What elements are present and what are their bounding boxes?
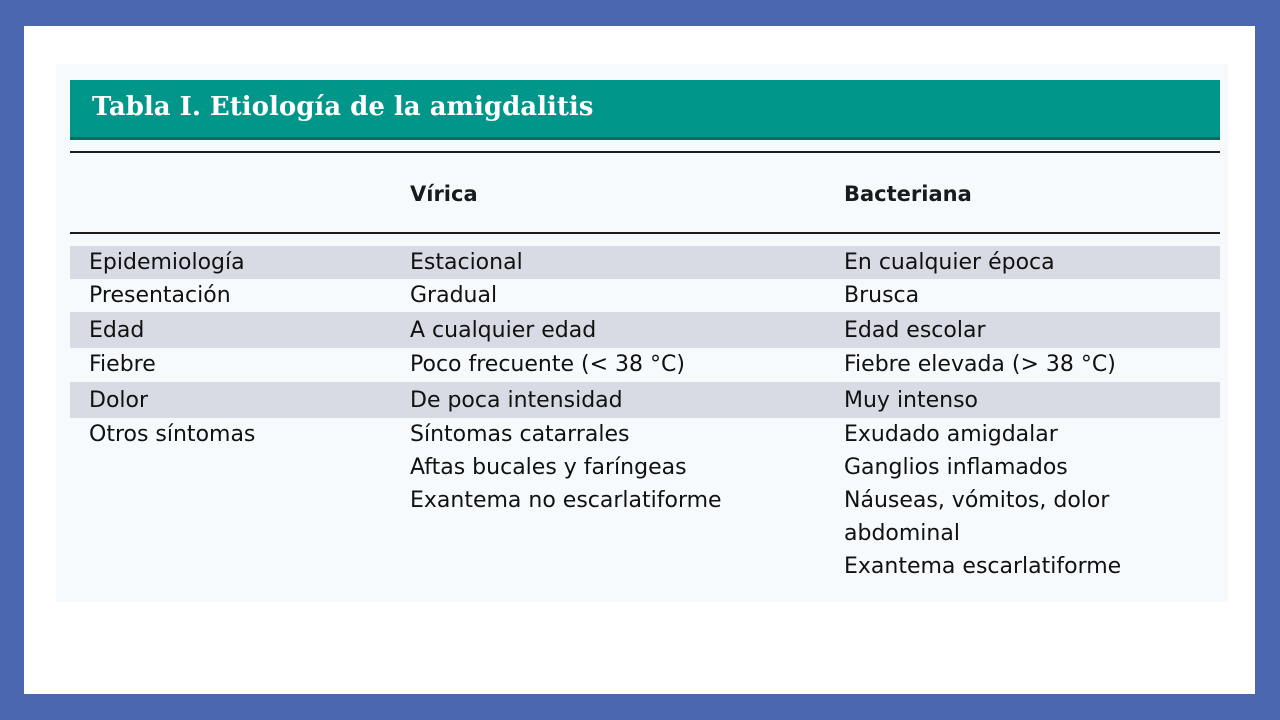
cell-line: Gradual	[410, 283, 498, 308]
bacteriana-cell	[844, 348, 1116, 381]
cell-line: Fiebre elevada (> 38 °C)	[844, 352, 1116, 377]
cell-line: Aftas bucales y faríngeas	[410, 455, 687, 480]
cell-line: Exantema no escarlatiforme	[410, 488, 722, 513]
row-label: Epidemiología	[89, 250, 245, 275]
cell-line: abdominal	[844, 521, 960, 546]
table-row-otros-sintomas	[70, 418, 1220, 593]
virica-cell	[410, 384, 623, 417]
table-row-presentacion	[70, 279, 1220, 312]
table-row-fiebre	[70, 348, 1220, 382]
cell-line: En cualquier época	[844, 250, 1055, 275]
cell-line: Síntomas catarrales	[410, 422, 630, 447]
virica-cell	[410, 279, 497, 312]
virica-cell	[410, 348, 685, 381]
cell-line: Náuseas, vómitos, dolor	[844, 488, 1110, 513]
cell-line: Edad escolar	[844, 318, 986, 343]
table-title-bar	[70, 80, 1220, 140]
bacteriana-cell	[844, 418, 1121, 583]
table-title: Tabla I. Etiología de la amigdalitis	[92, 92, 594, 122]
virica-cell	[410, 246, 523, 279]
cell-line: De poca intensidad	[410, 388, 623, 413]
cell-line: Estacional	[410, 250, 523, 275]
table-row-epidemiologia	[70, 246, 1220, 279]
row-label: Dolor	[89, 388, 149, 413]
slide	[24, 26, 1255, 694]
cell-line: Exudado amigdalar	[844, 422, 1058, 447]
table-row-edad	[70, 312, 1220, 348]
bacteriana-cell	[844, 384, 978, 417]
virica-cell	[410, 314, 596, 347]
virica-cell	[410, 418, 722, 517]
column-header-virica: Vírica	[410, 182, 478, 206]
cell-line: A cualquier edad	[410, 318, 597, 343]
cell-line: Poco frecuente (< 38 °C)	[410, 352, 685, 377]
top-rule	[70, 151, 1220, 153]
row-label: Otros síntomas	[89, 422, 256, 447]
row-label: Edad	[89, 318, 145, 343]
row-label: Fiebre	[89, 352, 156, 377]
header-rule	[70, 232, 1220, 234]
cell-line: Exantema escarlatiforme	[844, 554, 1122, 579]
cell-line: Ganglios inflamados	[844, 455, 1068, 480]
etiology-table	[56, 64, 1228, 602]
bacteriana-cell	[844, 279, 919, 312]
cell-line: Muy intenso	[844, 388, 979, 413]
table-row-dolor	[70, 382, 1220, 418]
bacteriana-cell	[844, 314, 986, 347]
column-header-bacteriana: Bacteriana	[844, 182, 972, 206]
row-label: Presentación	[89, 283, 231, 308]
bacteriana-cell	[844, 246, 1055, 279]
cell-line: Brusca	[844, 283, 920, 308]
